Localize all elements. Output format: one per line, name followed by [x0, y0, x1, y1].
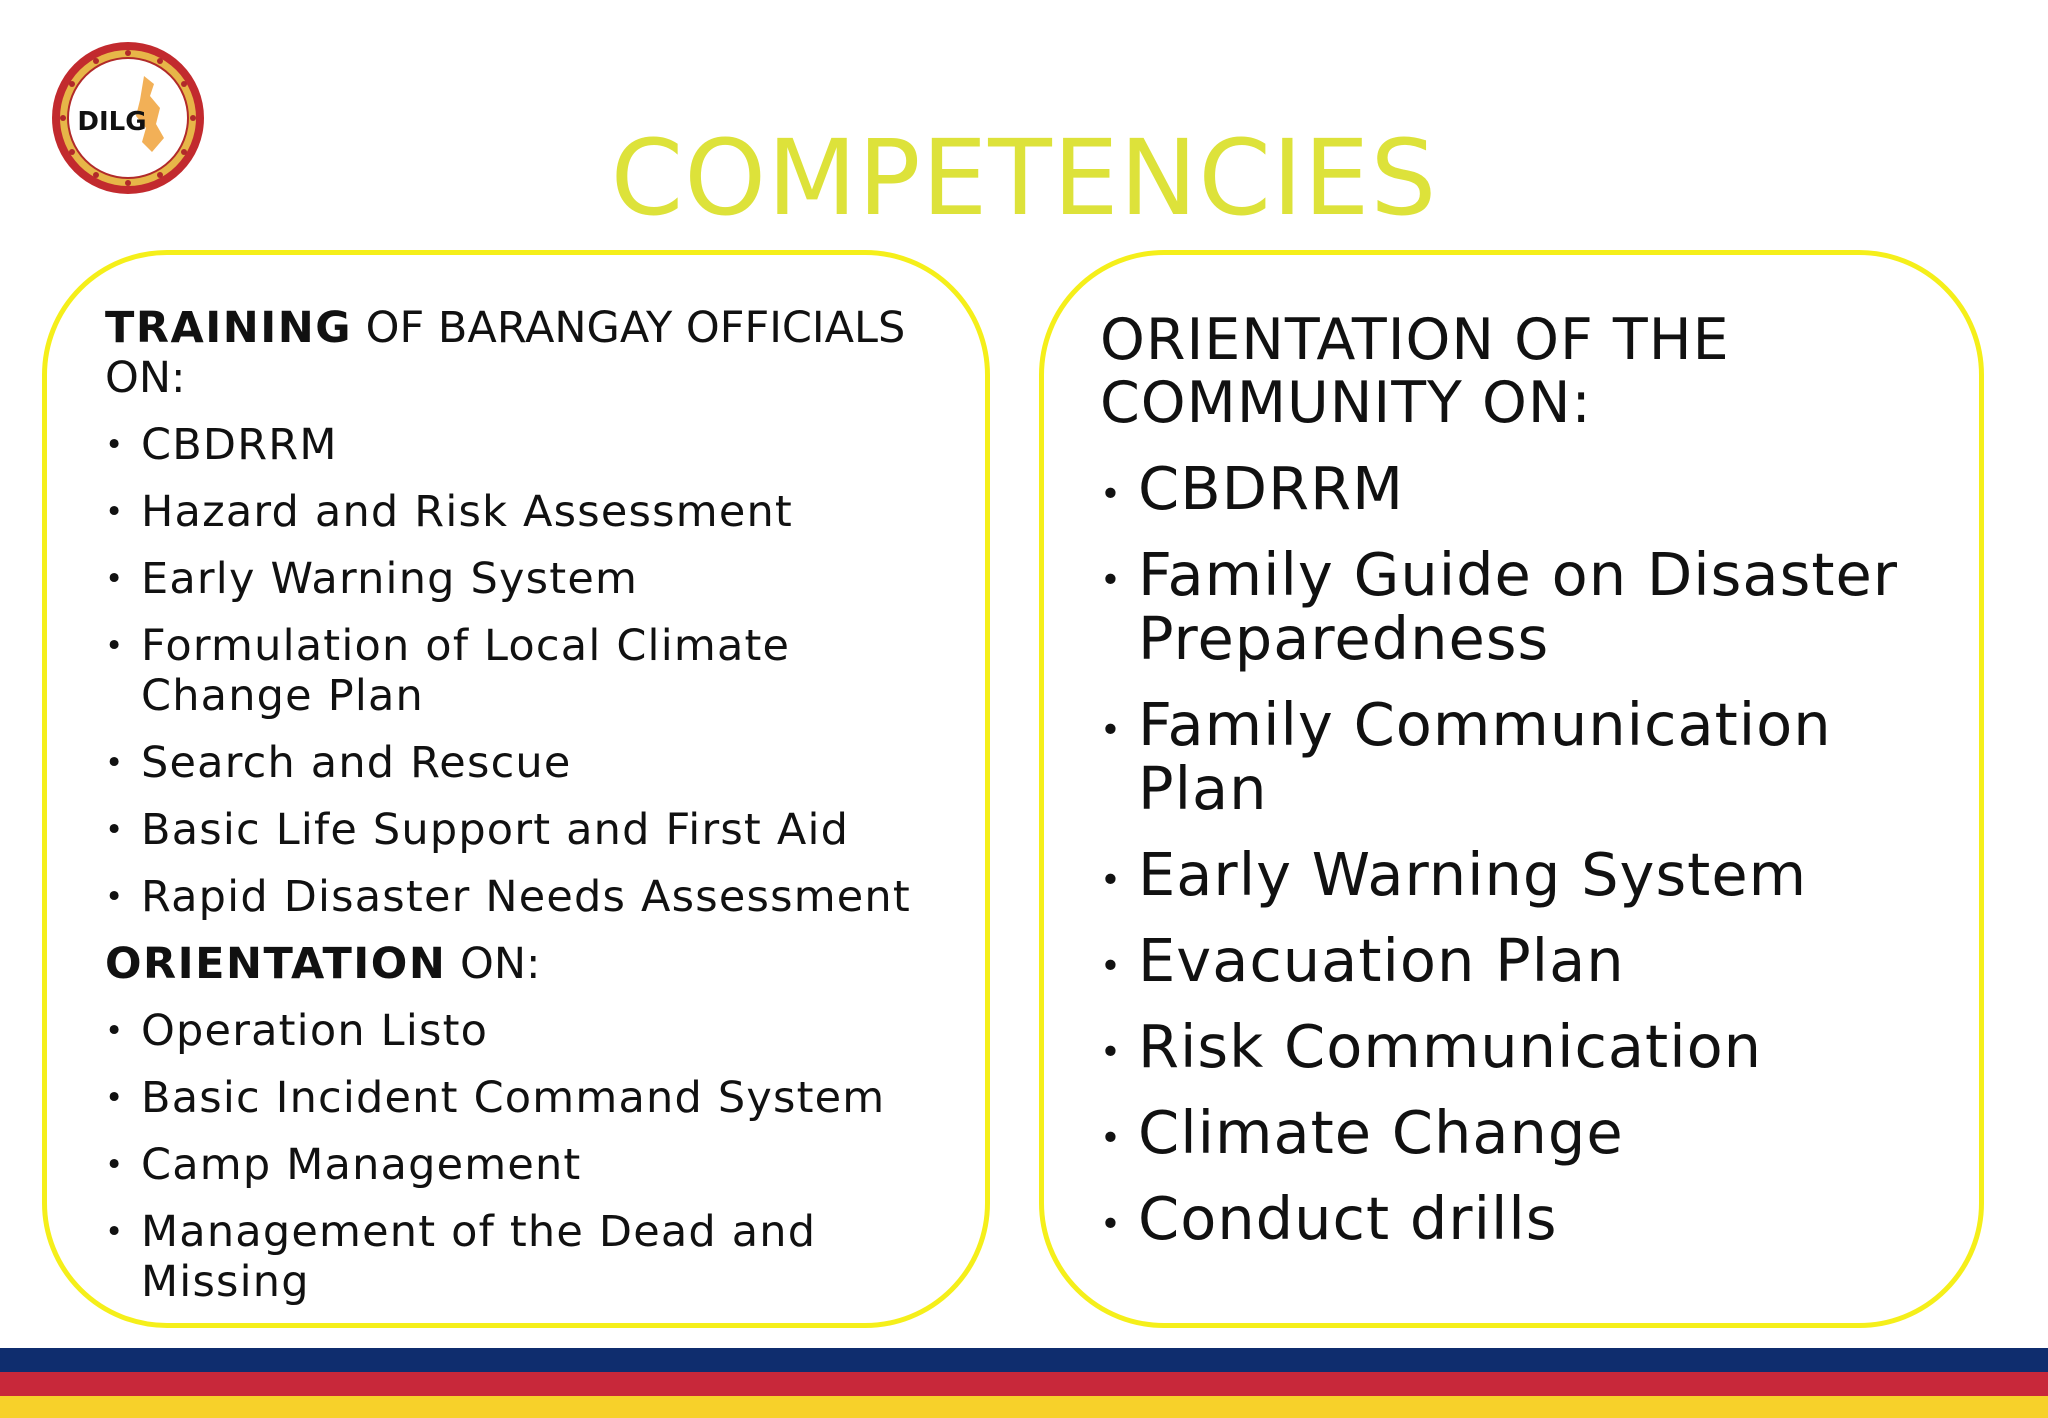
orientation-heading-bold: ORIENTATION — [105, 939, 447, 989]
community-heading: ORIENTATION OF THE COMMUNITY ON: — [1100, 307, 1730, 436]
list-item-text: CBDRRM — [1138, 454, 1404, 523]
list-item — [1100, 540, 1960, 673]
list-item — [1100, 1184, 1960, 1253]
list-item — [105, 805, 965, 855]
list-item-text: Family Communication Plan — [1138, 690, 1832, 823]
community-card — [1039, 250, 1984, 1328]
list-item — [105, 1006, 965, 1056]
footer-stripe-yellow — [0, 1396, 2048, 1418]
list-item-text: Basic Life Support and First Aid — [141, 805, 850, 855]
list-item-text: Conduct drills — [1138, 1184, 1558, 1253]
list-item — [1100, 926, 1960, 995]
list-item — [105, 1140, 965, 1190]
list-item-text: Rapid Disaster Needs Assessment — [141, 872, 911, 922]
community-list — [1100, 454, 1960, 1253]
bullet-icon: • — [105, 494, 125, 530]
bullet-icon: • — [1100, 946, 1122, 987]
list-item-text: Climate Change — [1138, 1098, 1624, 1167]
list-item — [105, 1207, 965, 1307]
list-item-text: Early Warning System — [141, 554, 639, 604]
bullet-icon: • — [1100, 1204, 1122, 1245]
list-item — [105, 554, 965, 604]
orientation-list — [105, 1006, 965, 1307]
list-item-text: Formulation of Local Climate Change Plan — [141, 621, 791, 721]
list-item-text: Operation Listo — [141, 1006, 489, 1056]
orientation-heading — [105, 939, 965, 989]
list-item — [1100, 1098, 1960, 1167]
list-item — [105, 621, 965, 721]
bullet-icon: • — [1100, 860, 1122, 901]
bullet-icon: • — [105, 628, 125, 664]
list-item-text: Search and Rescue — [141, 738, 572, 788]
training-content — [105, 303, 965, 1324]
bullet-icon: • — [1100, 560, 1122, 601]
list-item-text: Evacuation Plan — [1138, 926, 1625, 995]
training-heading — [105, 303, 965, 403]
list-item-text: Risk Communication — [1138, 1012, 1763, 1081]
bullet-icon: • — [105, 1214, 125, 1250]
page-title: COMPETENCIES — [610, 117, 1438, 239]
training-heading-rest: OF BARANGAY OFFICIALS ON: — [105, 303, 906, 403]
bullet-icon: • — [105, 1080, 125, 1116]
list-item-text: CBDRRM — [141, 420, 338, 470]
list-item — [1100, 690, 1960, 823]
bullet-icon: • — [1100, 474, 1122, 515]
bullet-icon: • — [1100, 1032, 1122, 1073]
list-item — [1100, 840, 1960, 909]
bullet-icon: • — [105, 812, 125, 848]
footer-stripe-blue — [0, 1348, 2048, 1372]
list-item — [105, 420, 965, 470]
svg-text:DILG: DILG — [77, 107, 147, 137]
footer-stripe-red — [0, 1372, 2048, 1396]
list-item-text: Camp Management — [141, 1140, 582, 1190]
community-content — [1100, 309, 1960, 1273]
bullet-icon: • — [105, 1013, 125, 1049]
bullet-icon: • — [1100, 710, 1122, 751]
list-item-text: Basic Incident Command System — [141, 1073, 886, 1123]
list-item — [105, 1073, 965, 1123]
list-item — [1100, 1012, 1960, 1081]
bullet-icon: • — [105, 561, 125, 597]
bullet-icon: • — [1100, 1118, 1122, 1159]
bullet-icon: • — [105, 745, 125, 781]
list-item-text: Family Guide on Disaster Preparedness — [1138, 540, 1899, 673]
list-item — [105, 872, 965, 922]
list-item-text: Hazard and Risk Assessment — [141, 487, 793, 537]
list-item-text: Management of the Dead and Missing — [141, 1207, 817, 1307]
training-card — [42, 250, 990, 1328]
list-item — [105, 738, 965, 788]
list-item — [1100, 454, 1960, 523]
bullet-icon: • — [105, 427, 125, 463]
bullet-icon: • — [105, 879, 125, 915]
training-heading-bold: TRAINING — [105, 303, 352, 353]
list-item — [105, 487, 965, 537]
training-list — [105, 420, 965, 922]
list-item-text: Early Warning System — [1138, 840, 1808, 909]
orientation-heading-rest: ON: — [446, 939, 541, 989]
bullet-icon: • — [105, 1147, 125, 1183]
